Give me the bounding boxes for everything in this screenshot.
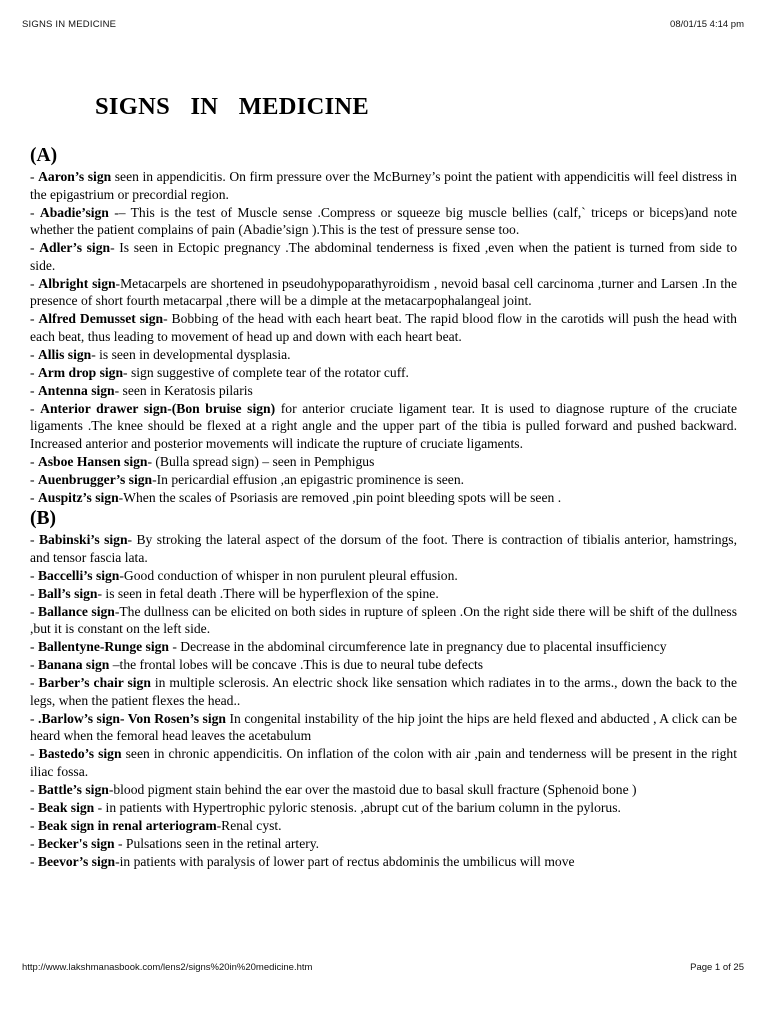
sign-name: Asboe Hansen sign [37,453,148,469]
entry-dash: - [30,746,39,761]
sign-name: Alfred Demusset sign [38,311,164,326]
sign-name: Antenna sign [37,382,115,398]
sign-entry [30,400,737,453]
section-heading-b: (B) [30,508,56,529]
sign-entry [30,638,737,656]
sign-name: Becker's sign [37,835,115,851]
sign-name: Ballance sign [38,603,115,619]
sign-entry [30,489,737,507]
entry-dash: - [30,799,38,815]
entry-dash: - [30,781,38,797]
sign-description: in multiple sclerosis. An electric shock like sensation which radiates in to the arms., down the back to the legs, when the patient flexes the head.. [30,675,737,708]
entry-dash: - [30,346,38,362]
sign-name: Adler’s sign [39,240,111,255]
sign-name: Allis sign [37,346,92,362]
entry-dash: - [30,400,41,416]
sign-name: Auenbrugger’s sign [37,471,153,487]
sign-description: - is seen in fetal death .There will be hyperflexion of the spine. [97,585,439,601]
sign-name: Auspitz’s sign [37,489,119,505]
sign-name: Babinski’s sign [38,532,128,547]
sign-name: Battle’s sign [37,781,109,797]
sign-entry [30,275,737,310]
sign-description: -In pericardial effusion ,an epigastric prominence is seen. [152,471,465,487]
sign-entry [30,817,737,835]
sign-entry [30,531,737,566]
sign-entry [30,745,737,780]
sign-name: Bastedo’s sign [38,746,122,761]
sign-entry [30,471,737,489]
sign-description: In congenital instability of the hip joint the hips are held flexed and abducted , A click can be heard when the femoral head leaves the acetabulum [30,710,737,743]
sign-entry [30,781,737,799]
sign-name: Ballentyne-Runge sign [37,639,169,654]
sign-name: Beevor’s sign [37,853,116,869]
sign-description: -The dullness can be elicited on both sides in rupture of spleen .On the right side there will be shift of the dullness ,but it is constant on the left side. [30,603,737,636]
entry-dash: - [30,817,38,833]
sign-description: -When the scales of Psoriasis are removed ,pin point bleeding spots will be seen . [118,489,562,505]
sign-description: -– This is the test of Muscle sense .Compress or squeeze big muscle bellies (calf,` triceps or biceps)and note whether the patient complains of pain (Abadie’sign ).This is the test of pressure sense too. [30,204,737,237]
entry-dash: - [30,169,39,184]
entry-dash: - [30,275,39,291]
entry-dash: - [30,657,38,672]
entry-dash: - [30,489,38,505]
sign-name: Beak sign in renal arteriogram [37,817,217,833]
sign-entry [30,656,737,674]
sign-entry [30,168,737,203]
page-header-title: SIGNS IN MEDICINE [22,19,117,30]
entry-dash: - [30,710,39,726]
sign-entry [30,674,737,709]
sign-description: - By stroking the lateral aspect of the dorsum of the foot. There is contraction of tibialis anterior, hamstrings, and tensor fascia lata. [30,532,737,565]
sign-entry [30,603,737,638]
sign-entry [30,453,737,471]
sign-description: - (Bulla spread sign) – seen in Pemphigus [147,453,375,469]
sign-description: - is seen in developmental dysplasia. [91,346,291,362]
sign-entry [30,204,737,239]
entry-dash: - [30,453,38,469]
sign-entry [30,239,737,274]
sign-entry [30,585,737,603]
sign-description: seen in chronic appendicitis. On inflation of the colon with air ,pain and tenderness will be present in the right iliac fossa. [30,746,737,779]
sign-name: Beak sign [37,799,95,815]
sign-description: - sign suggestive of complete tear of the rotator cuff. [123,364,409,380]
entry-dash: - [30,585,38,601]
sign-name: Arm drop sign [37,364,124,380]
sign-description: - Bobbing of the head with each heart beat. The rapid blood flow in the carotids will push the head with each beat, thus leading to movement of head up and down with each heart beat. [30,311,737,344]
sign-name: Abadie’sign [39,204,109,220]
sign-description: - Decrease in the abdominal circumference late in pregnancy due to placental insufficiency [168,639,667,654]
sign-name: Albright sign [38,275,116,291]
sign-entry [30,346,737,364]
sign-entry [30,853,737,871]
entry-dash: - [30,835,38,851]
entry-dash: - [30,311,39,326]
sign-entry [30,364,737,382]
sign-name: Anterior drawer sign-(Bon bruise sign) [40,400,276,416]
entry-dash: - [30,675,39,690]
sign-description: seen in appendicitis. On firm pressure over the McBurney’s point the patient with appendicitis will feel distress in the epigastrium or precordial region. [30,169,737,202]
section-a-entries [30,168,737,506]
sign-description: –the frontal lobes will be concave .This is due to neural tube defects [109,657,484,672]
entry-dash: - [30,240,40,255]
sign-description: - Pulsations seen in the retinal artery. [114,835,320,851]
sign-entry [30,835,737,853]
section-heading-a: (A) [30,145,58,166]
page-footer-url[interactable]: http://www.lakshmanasbook.com/lens2/signs%20in%20medicine.htm [22,962,313,973]
sign-description: - seen in Keratosis pilaris [114,382,253,398]
page-header-timestamp: 08/01/15 4:14 pm [670,19,744,30]
entry-dash: - [30,364,38,380]
section-b-entries [30,531,737,870]
sign-name: Barber’s chair sign [38,675,151,690]
sign-name: Baccelli’s sign [37,567,120,583]
sign-name: Banana sign [37,657,110,672]
sign-description: - Is seen in Ectopic pregnancy .The abdominal tenderness is fixed ,even when the patient is turned from side to side. [30,240,737,273]
sign-entry [30,382,737,400]
sign-entry [30,799,737,817]
sign-name: Ball’s sign [37,585,98,601]
entry-dash: - [30,639,38,654]
sign-description: -Renal cyst. [216,817,282,833]
sign-description: -Good conduction of whisper in non purulent pleural effusion. [119,567,458,583]
document-body [30,145,737,871]
sign-description: - in patients with Hypertrophic pyloric stenosis. ,abrupt cut of the barium column in the pylorus. [94,799,621,815]
sign-description: -in patients with paralysis of lower part of rectus abdominis the umbilicus will move [115,853,575,869]
sign-entry [30,567,737,585]
sign-entry [30,710,737,745]
page-footer-page-number: Page 1 of 25 [690,962,744,973]
entry-dash: - [30,532,39,547]
sign-entry [30,310,737,345]
entry-dash: - [30,471,38,487]
sign-description: -blood pigment stain behind the ear over the mastoid due to basal skull fracture (Sphenoid bone ) [108,781,637,797]
entry-dash: - [30,853,38,869]
sign-description: -Metacarpels are shortened in pseudohypoparathyroidism , nevoid basal cell carcinoma ,turner and Larsen .In the presence of short fourth metacarpal ,there will be a dimple at the metacarpophalangeal joint. [30,275,737,308]
entry-dash: - [30,567,38,583]
sign-description: for anterior cruciate ligament tear. It is used to diagnose rupture of the cruciate ligaments .The knee should be flexed at a right angle and the upper part of the tibia is pulled forward and pushed backward. Increased anterior and posterior movements will indicate the rupture of cruciate ligaments. [30,400,737,451]
document-title: SIGNS IN MEDICINE [95,93,370,120]
entry-dash: - [30,204,40,220]
sign-name: Aaron’s sign [38,169,112,184]
entry-dash: - [30,382,38,398]
entry-dash: - [30,603,39,619]
sign-name: .Barlow’s sign- Von Rosen’s sign [38,710,226,726]
